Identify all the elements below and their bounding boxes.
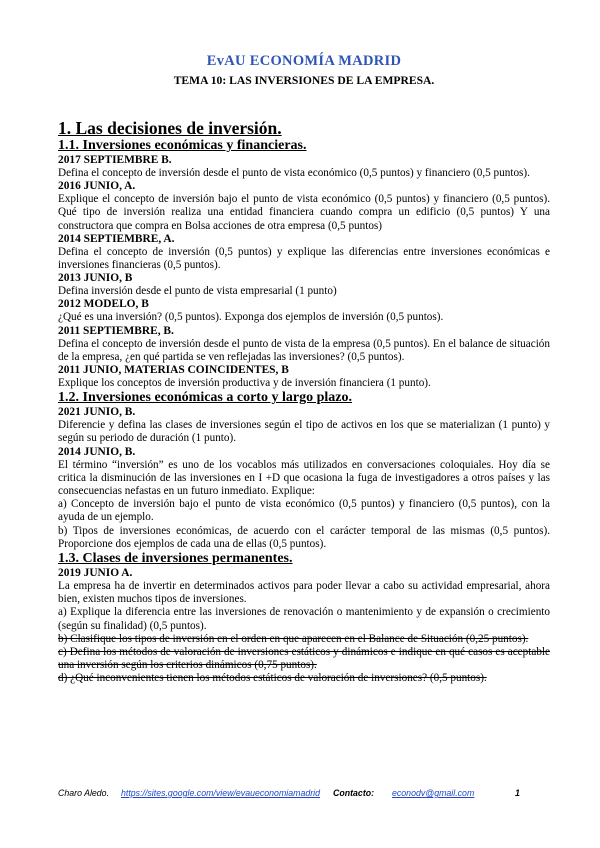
exam-question-part-a: a) Concepto de inversión bajo el punto de vista económico (0,5 puntos) y financiero (0,5 puntos), con la ayuda de un ejemplo. [58,498,550,524]
exam-question: Defina el concepto de inversión (0,5 puntos) y explique las diferencias entre inversiones económicas e inversiones financieras (0,5 puntos). [58,245,550,272]
exam-year: 2012 MODELO, B [58,298,149,311]
exam-year: 2011 JUNIO, MATERIAS COINCIDENTES, B [58,364,289,377]
exam-question: Defina el concepto de inversión desde el punto de vista de la empresa (0,5 puntos). En el balance de situación de la empresa, ¿en qué partida se ven reflejadas las inversiones? (0,5 puntos). [58,337,550,363]
exam-year: 2016 JUNIO, A. [58,180,136,193]
document-title: EvAU ECONOMÍA MADRID [206,53,402,69]
exam-question: Defina el concepto de inversión desde el punto de vista económico (0,5 puntos) y financiero (0,5 puntos). [58,167,530,179]
section-1-1-heading: 1.1. Inversiones económicas y financieras. [58,138,307,153]
footer-contact-label: Contacto: [333,788,375,798]
exam-question-intro: La empresa ha de invertir en determinados activos para poder llevar a cabo su actividad empresarial, ahora bien, existen muchos tipos de inversiones. [58,580,550,606]
exam-year: 2021 JUNIO, B. [58,406,136,419]
section-1-2-entries [58,406,550,551]
exam-question: Defina inversión desde el punto de vista empresarial (1 punto) [58,285,337,298]
section-1-1-entries [58,154,550,390]
document-subtitle: TEMA 10: LAS INVERSIONES DE LA EMPRESA. [173,74,435,87]
exam-question-part-b: b) Tipos de inversiones económicas, de acuerdo con el carácter temporal de las mismas (0,5 puntos). Proporcione dos ejemplos de cada una de ellas (0,5 puntos). [58,524,550,550]
exam-question-part-d-struck: d) ¿Qué inconvenientes tienen los métodos estáticos de valoración de inversiones? (0,5 puntos). [58,672,487,685]
section-1-2-heading: 1.2. Inversiones económicas a corto y largo plazo. [58,390,352,406]
page-number: 1 [515,788,520,798]
exam-question-part-b-struck: b) Clasifique los tipos de inversión en el orden en que aparecen en el Balance de Situación (0,25 puntos). [58,632,529,645]
document-page [58,52,550,686]
exam-question-part-a: a) Explique la diferencia entre las inversiones de renovación o mantenimiento y de expansión o crecimiento (según su finalidad) (0,5 puntos). [58,606,550,632]
exam-question: Diferencie y defina las clases de inversiones según el tipo de activos en los que se materializan (1 punto) y según su periodo de duración (1 punto). [58,419,550,445]
exam-year: 2013 JUNIO, B [58,272,133,285]
section-1-3-entries [58,567,550,686]
footer-email-link[interactable]: econodv@gmail.com [392,788,475,798]
exam-year: 2014 SEPTIEMBRE, A. [58,232,175,245]
exam-year: 2011 SEPTIEMBRE, B. [58,324,174,337]
footer-site-link[interactable]: https://sites.google.com/view/evaueconomiamadrid [121,788,321,798]
footer-author: Charo Aledo. [58,788,110,798]
exam-year: 2017 SEPTIEMBRE B. [58,154,172,166]
exam-question: ¿Qué es una inversión? (0,5 puntos). Exponga dos ejemplos de inversión (0,5 puntos). [58,311,444,324]
exam-question-part-c-struck: c) Defina los métodos de valoración de inversiones estáticos y dinámicos e indique en qué casos es aceptable una inversión según los criterios dinámicos (0,75 puntos). [58,646,550,672]
exam-question: Explique los conceptos de inversión productiva y de inversión financiera (1 punto). [58,377,431,390]
exam-year: 2014 JUNIO, B. [58,445,136,458]
exam-question: Explique el concepto de inversión bajo el punto de vista económico (0,5 puntos) y financiero (0,5 puntos). Qué tipo de inversión realiza una entidad financiera cuando compra un edificio (0,5 puntos) Y una constructora que compra en Bolsa acciones de otra empresa (0,5 puntos) [58,193,550,232]
exam-question-intro: El término “inversión” es uno de los vocablos más utilizados en conversaciones coloquiales. Hoy día se critica la disminución de las inversiones en I +D que ocasiona la fuga de investigadores a otros países y las consecuencias nefastas en un futuro inmediato. Explique: [58,458,550,498]
exam-year: 2019 JUNIO A. [58,567,133,580]
section-1-3-heading: 1.3. Clases de inversiones permanentes. [58,551,293,567]
section-1-heading: 1. Las decisiones de inversión. [58,118,282,138]
